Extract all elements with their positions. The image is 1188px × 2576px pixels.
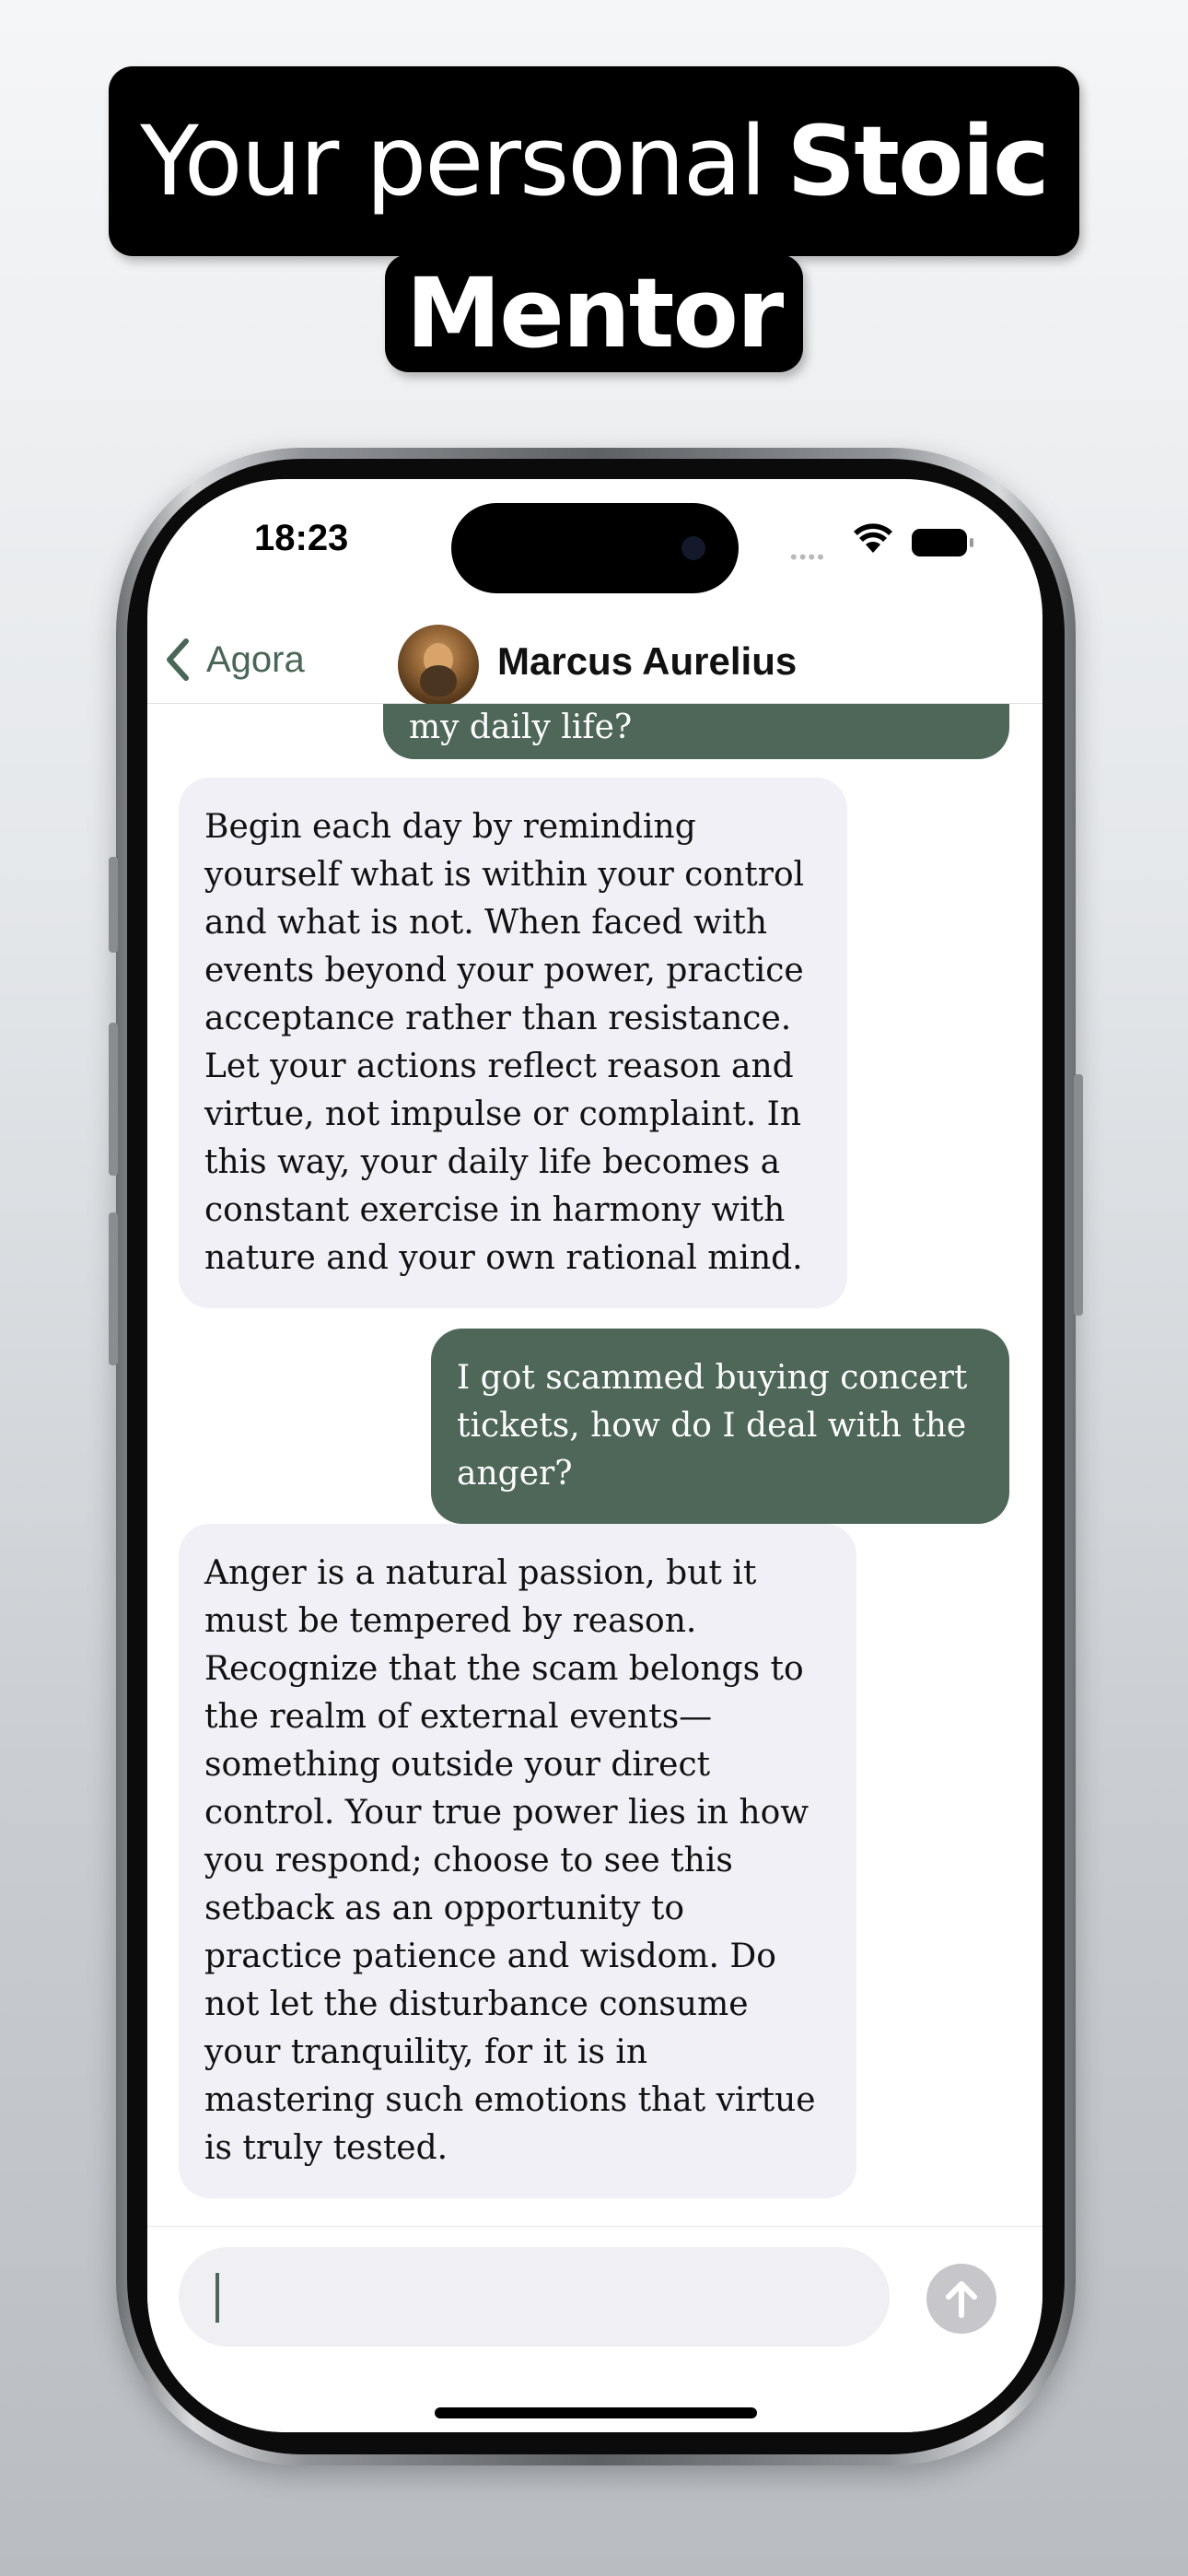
headline-line-1 (109, 66, 1079, 256)
message-bubble-received: Anger is a natural passion, but it must be tempered by reason. Recognize that the scam belongs to the realm of external events— something outside your direct control. Your true power lies in how you respond; choose to see this setback as an opportunity to practice patience and wisdom. Do not let the disturbance consume your tranquility, for it is in mastering such emotions that virtue is truly tested. (179, 1524, 856, 2198)
status-time: 18:23 (254, 518, 349, 558)
home-indicator (435, 2407, 757, 2418)
chevron-left-icon (160, 634, 197, 685)
avatar-beard (420, 665, 457, 697)
composer (147, 2226, 1042, 2432)
camera-icon (681, 536, 705, 560)
volume-down-button (109, 1212, 118, 1365)
action-button (109, 857, 118, 953)
message-bubble-sent: my daily life? (383, 704, 1009, 759)
battery-icon (912, 529, 967, 556)
back-button[interactable] (160, 634, 305, 685)
message-bubble-sent: I got scammed buying concert tickets, how do I deal with the anger? (431, 1329, 1009, 1524)
contact-name[interactable]: Marcus Aurelius (497, 639, 798, 683)
message-list[interactable] (147, 704, 1042, 2224)
back-label: Agora (206, 638, 305, 680)
avatar[interactable] (398, 625, 479, 706)
power-button (1074, 1074, 1083, 1316)
phone-screen (147, 479, 1042, 2432)
text-caret (215, 2273, 219, 2323)
wifi-icon (853, 523, 893, 555)
volume-up-button (109, 1023, 118, 1176)
headline-bold-text: Stoic (786, 105, 1048, 217)
headline-line-2 (385, 254, 803, 372)
arrow-up-icon (941, 2277, 982, 2321)
promo-headline (0, 0, 1188, 387)
message-bubble-received: Begin each day by reminding yourself what is within your control and what is not. When faced with events beyond your power, practice acceptance rather than resistance. Let your actions reflect reason and virtue, not impulse or complaint. In this way, your daily life becomes a constant exercise in harmony with nature and your own rational mind. (179, 778, 847, 1308)
status-bar (147, 479, 1042, 617)
dynamic-island (451, 503, 739, 593)
message-input[interactable] (179, 2247, 890, 2347)
headline-bold-text-2: Mentor (405, 257, 783, 369)
send-button[interactable] (926, 2264, 996, 2334)
signal-dots-icon: •••• (790, 545, 826, 568)
headline-regular-text: Your personal (140, 105, 765, 217)
chat-header (147, 617, 1042, 704)
